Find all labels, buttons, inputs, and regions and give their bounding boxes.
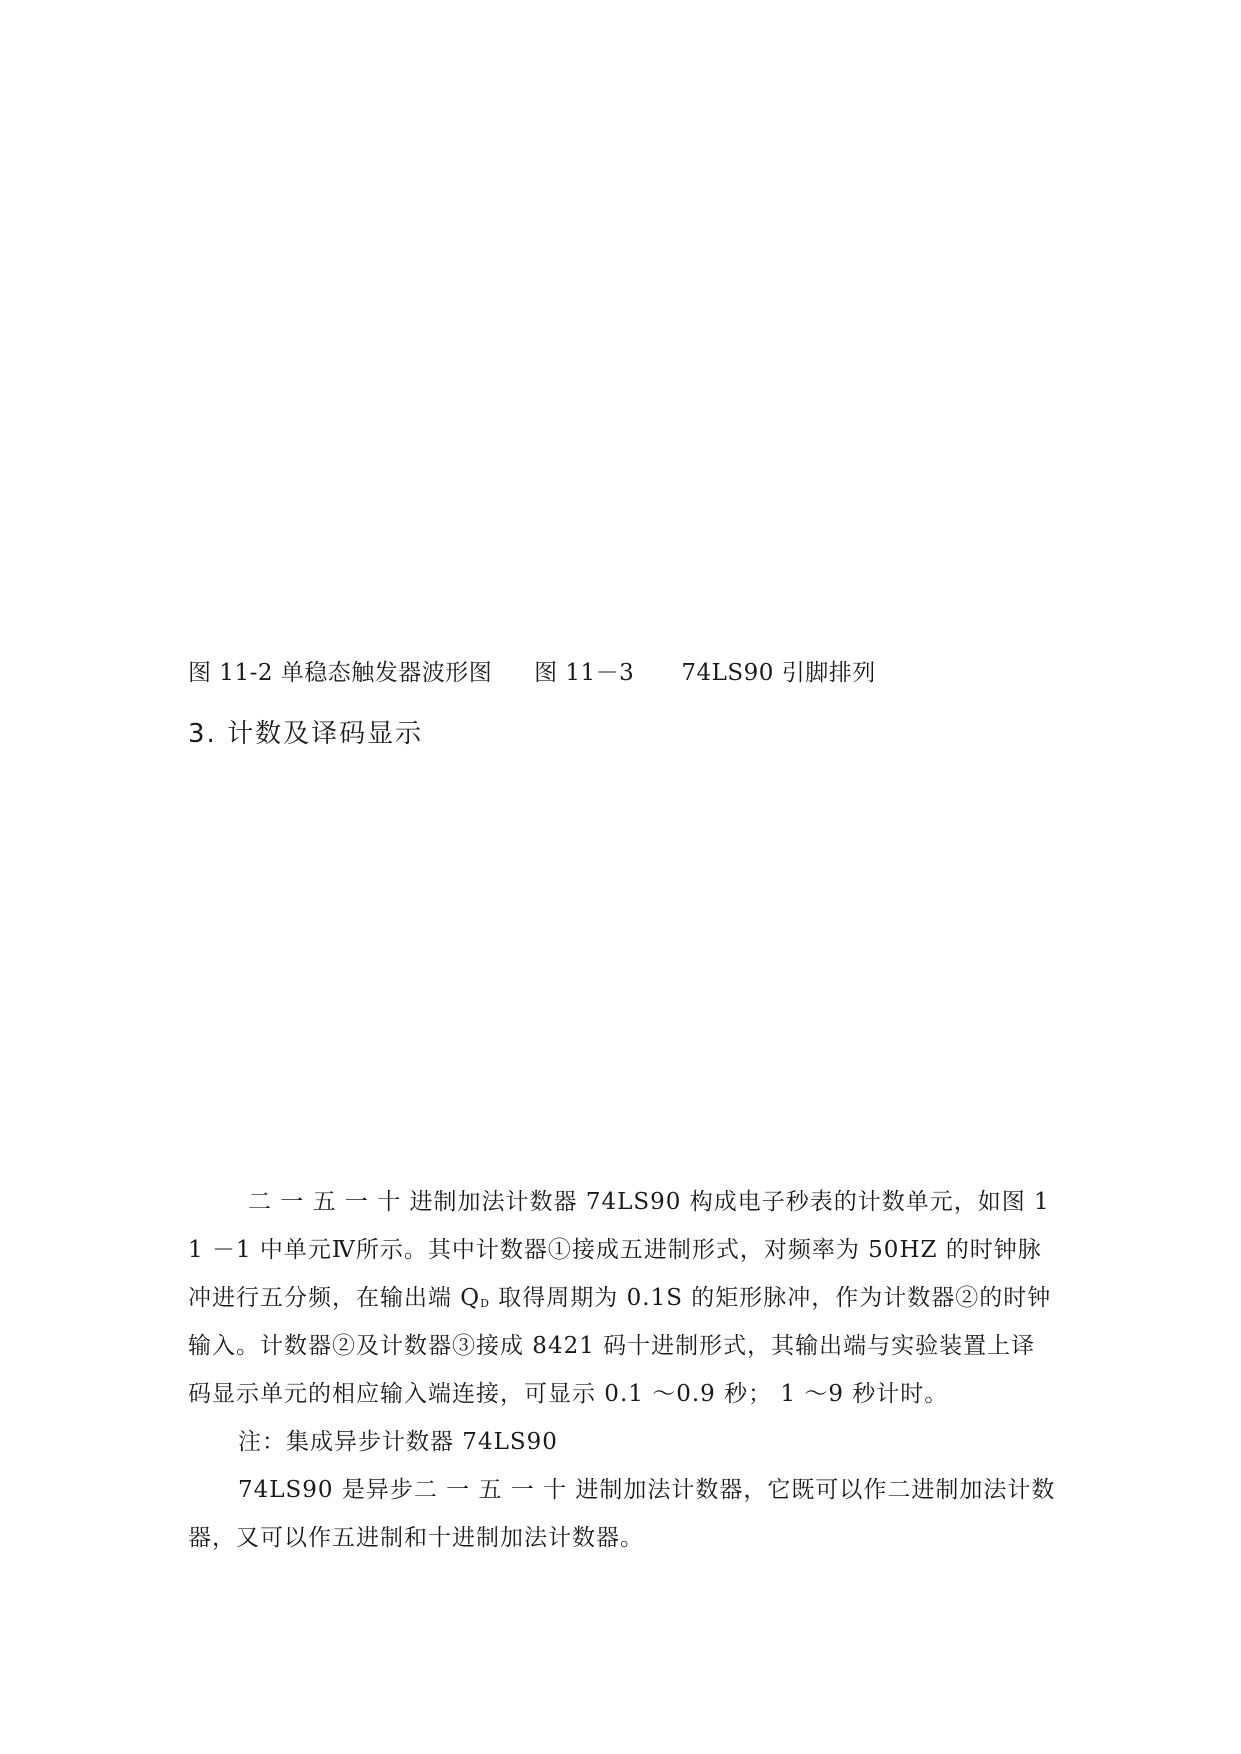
figure-placeholder-top — [188, 80, 1058, 640]
paragraph-line: 二 一 五 一 十 进制加法计数器 74LS90 构成电子秒表的计数单元，如图 1 — [248, 1189, 1050, 1215]
note-title: 注：集成异步计数器 74LS90 — [238, 1429, 558, 1455]
paragraph-line: 输入。计数器②及计数器③接成 8421 码十进制形式，其输出端与实验装置上译 — [188, 1333, 1036, 1359]
section-heading: 3. 计数及译码显示 — [188, 719, 424, 749]
paragraph-text: 取得周期为 0.1S 的矩形脉冲，作为计数器②的时钟 — [490, 1285, 1052, 1311]
subscript: D — [480, 1297, 490, 1310]
paragraph-line: 码显示单元的相应输入端连接，可显示 0.1 ～0.9 秒； 1 ～9 秒计时。 — [188, 1381, 949, 1407]
figure-caption-row — [188, 654, 876, 687]
paragraph-line — [188, 1283, 1058, 1319]
paragraph-text: 冲进行五分频，在输出端 Q — [188, 1285, 481, 1311]
note-line: 74LS90 是异步二 一 五 一 十 进制加法计数器，它既可以作二进制加法计数 — [238, 1477, 1056, 1503]
figure-placeholder-middle — [188, 770, 1058, 1150]
figure-caption-11-2: 图 11-2 单稳态触发器波形图 — [188, 660, 493, 686]
paragraph-line: 1 －1 中单元Ⅳ所示。其中计数器①接成五进制形式，对频率为 50HZ 的时钟脉 — [188, 1237, 1042, 1263]
figure-caption-11-3: 图 11－3 74LS90 引脚排列 — [534, 660, 876, 686]
note-line: 器，又可以作五进制和十进制加法计数器。 — [188, 1525, 644, 1551]
